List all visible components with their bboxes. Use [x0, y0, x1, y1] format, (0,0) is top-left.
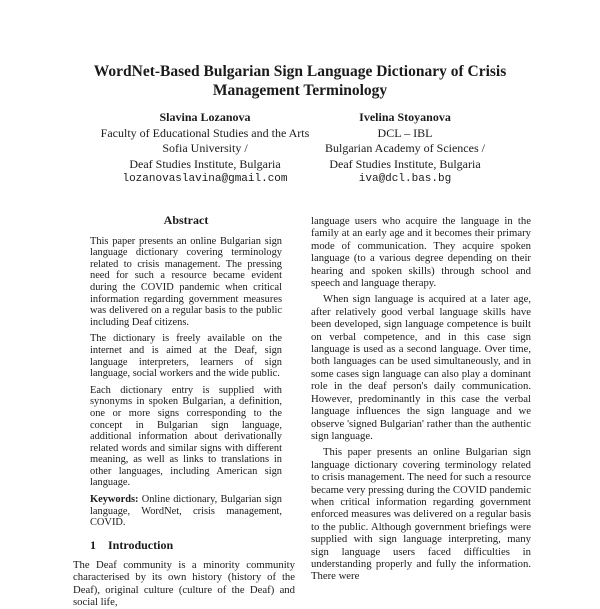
abstract-paragraph: This paper presents an online Bulgarian sign language dictionary covering terminology related to crisis management. The pressing need for such a resource became evident during the COVID pandemic when critical information regarding government measures was delivered on a regular basis to the public including Deaf citizens. — [90, 235, 282, 328]
abstract-section — [90, 215, 282, 534]
author-affiliation: Deaf Studies Institute, Bulgaria — [129, 156, 281, 171]
body-paragraph: When sign language is acquired at a later age, after relatively good verbal language skills have been developed, sign language competence is built on verbal competence, and in this case sign language is used as a second language. Over time, both languages can be used simultaneously, and in some cases sign language can also play a dominant role in the deaf person's daily communication. However, predominantly in this case the verbal language influences the sign language and we observe 'signed Bulgarian' rather than the authentic sign language. — [311, 293, 531, 442]
right-column — [311, 215, 531, 583]
keywords — [90, 494, 282, 529]
introduction-heading — [90, 538, 173, 553]
keywords-label: Keywords: — [90, 494, 139, 506]
author-affiliation: DCL – IBL — [377, 125, 433, 140]
abstract-paragraph: The dictionary is freely available on the internet and is aimed at the Deaf, sign language interpreters, learners of sign language, social workers and the wide public. — [90, 333, 282, 380]
author-name: Slavina Lozanova — [159, 110, 251, 124]
author-block-2 — [300, 110, 510, 188]
paper-title: WordNet-Based Bulgarian Sign Language Dictionary of Crisis Management Terminology — [93, 63, 507, 99]
author-email: iva@dcl.bas.bg — [358, 173, 452, 185]
abstract-heading: Abstract — [163, 213, 209, 227]
author-email: lozanovaslavina@gmail.com — [122, 173, 288, 185]
author-affiliation: Deaf Studies Institute, Bulgaria — [329, 156, 481, 171]
body-paragraph: language users who acquire the language in the family at an early age and it becomes their primary mode of communication. They acquire spoken language (to a various degree depending on their hearing and spoken skills) through school and speech and language therapy. — [311, 215, 531, 290]
author-affiliation: Faculty of Educational Studies and the Arts — [100, 125, 310, 140]
introduction-paragraph: The Deaf community is a minority community characterised by its own history (history of the Deaf), original culture (culture of the Deaf) and social life, — [73, 559, 295, 609]
keywords-text: Online dictionary, Bulgarian sign language, WordNet, crisis management, COVID. — [90, 494, 282, 529]
section-number: 1 — [90, 538, 96, 552]
author-affiliation: Sofia University / — [162, 141, 248, 155]
abstract-paragraph: Each dictionary entry is supplied with synonyms in spoken Bulgarian, a definition, one or more signs corresponding to the concept in Bulgarian sign language, additional information about derivationally related words and similar signs with different meaning, as well as links to translations in other languages, including American sign language. — [90, 384, 282, 489]
author-block-1 — [80, 110, 330, 188]
author-affiliation: Bulgarian Academy of Sciences / — [325, 141, 485, 155]
section-title: Introduction — [108, 538, 174, 552]
author-name: Ivelina Stoyanova — [359, 110, 451, 124]
body-paragraph: This paper presents an online Bulgarian sign language dictionary covering terminology related to crisis management. The need for such a resource became very pressing during the COVID pandemic when critical information regarding government enforced measures was delivered on a regular basis to the public. Although government briefings were supplied with sign language interpreting, many sign language users faced difficulties in understanding properly and fully the information. There were — [311, 446, 531, 583]
